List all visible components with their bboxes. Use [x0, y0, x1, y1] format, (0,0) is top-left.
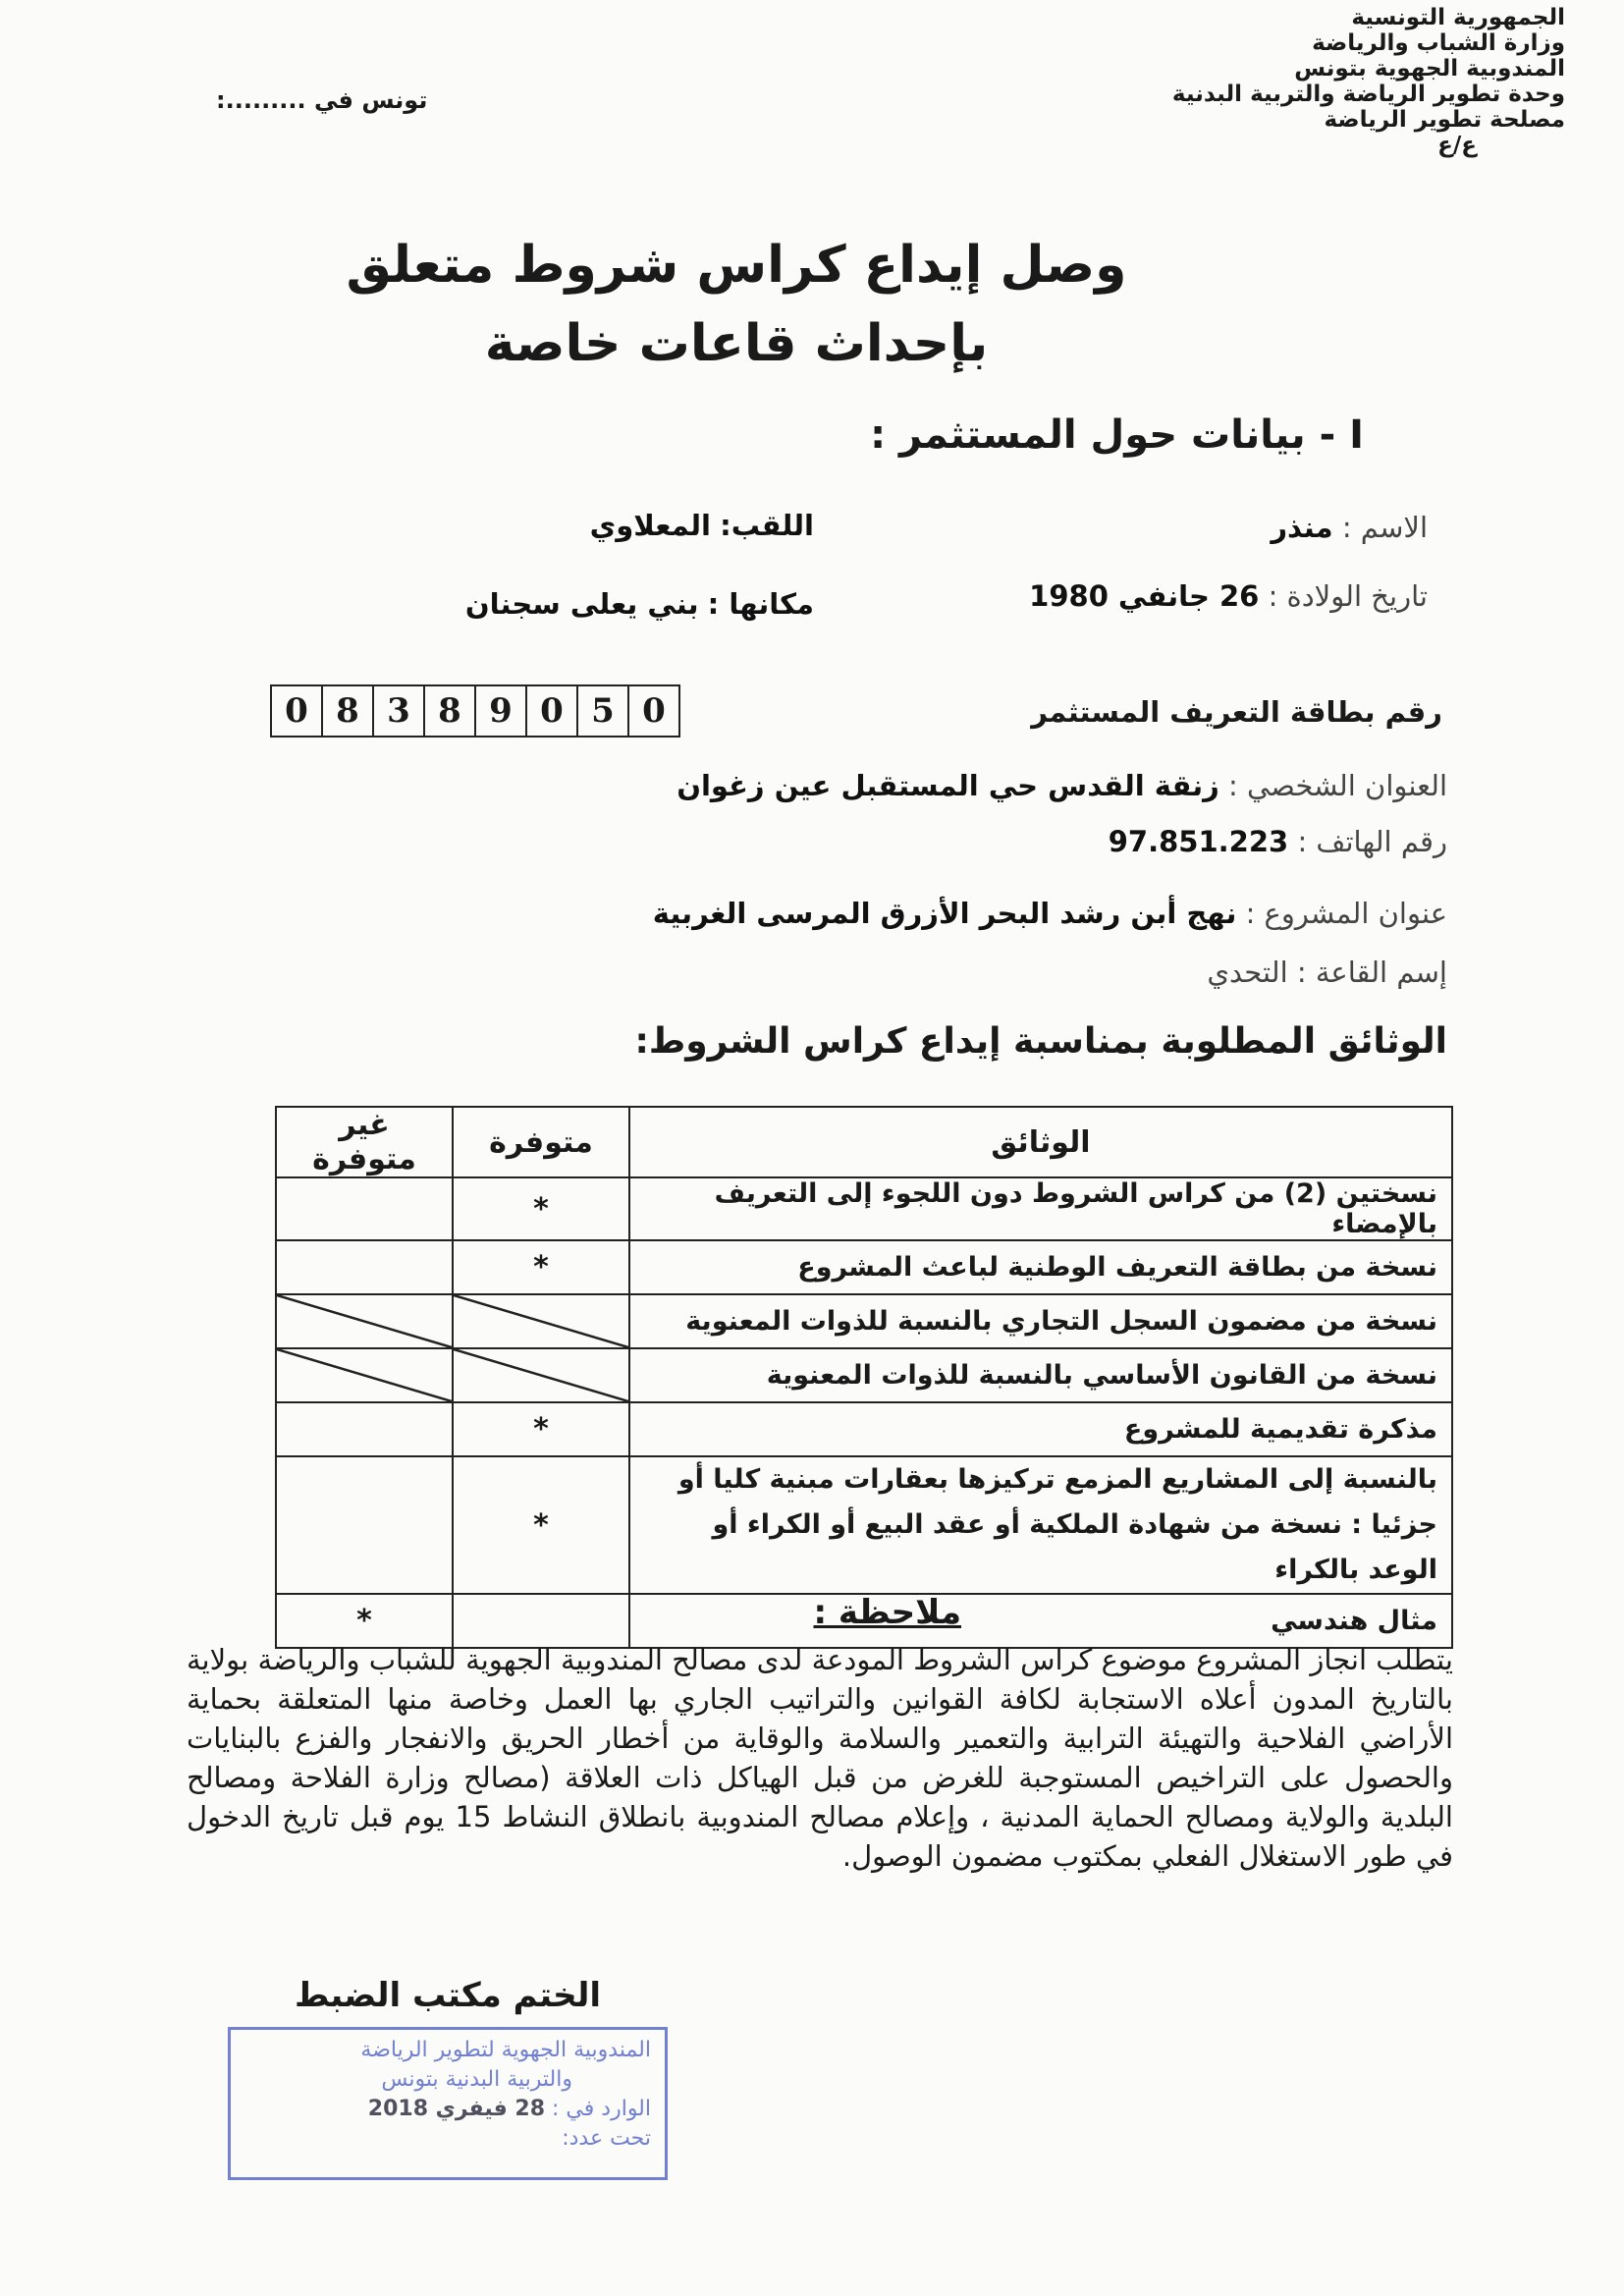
birth-place-field — [465, 587, 814, 621]
stamp-received-date: 28 فيفري 2018 — [367, 2097, 546, 2121]
table-row — [276, 1348, 1452, 1402]
header-line: وزارة الشباب والرياضة — [1312, 30, 1565, 56]
table-row — [276, 1294, 1452, 1348]
id-digit: 8 — [323, 686, 374, 736]
last-name-value: المعلاوي — [589, 509, 711, 542]
id-digit: 0 — [642, 691, 666, 731]
document-name: مذكرة تقديمية للمشروع — [629, 1402, 1452, 1456]
available-mark: * — [453, 1177, 629, 1240]
table-row — [276, 1177, 1452, 1240]
id-digit: 3 — [374, 686, 425, 736]
header-available: متوفرة — [453, 1107, 629, 1177]
documents-table — [275, 1106, 1453, 1649]
received-stamp — [228, 2027, 668, 2180]
project-address-value: نهج أبن رشد البحر الأزرق المرسى الغربية — [652, 897, 1237, 930]
id-digit: 5 — [578, 686, 629, 736]
birth-place-value: بني يعلى سجنان — [464, 587, 699, 621]
first-name-label: الاسم : — [1341, 511, 1428, 544]
stamp-number-label: تحت عدد: — [562, 2126, 651, 2151]
phone-field — [1109, 825, 1447, 858]
document-name: نسخة من مضمون السجل التجاري بالنسبة للذوات المعنوية — [629, 1294, 1452, 1348]
stamp-line: المندوبية الجهوية لتطوير الرياضة — [360, 2038, 651, 2062]
document-name: نسخة من بطاقة التعريف الوطنية لباعث المشروع — [629, 1240, 1452, 1294]
unavailable-mark — [276, 1456, 453, 1594]
registry-office-label: الختم مكتب الضبط — [295, 1976, 602, 2015]
date-line: تونس في .........: — [216, 86, 428, 114]
document-name: بالنسبة إلى المشاريع المزمع تركيزها بعقارات مبنية كليا أو جزئيا : نسخة من شهادة الملكية أو عقد البيع أو الكراء أو الوعد بالكراء — [629, 1456, 1452, 1594]
header-unavailable: غير متوفرة — [276, 1107, 453, 1177]
last-name-field — [590, 509, 814, 542]
id-digit: 9 — [476, 686, 527, 736]
document-title-line1: وصل إيداع كراس شروط متعلق — [346, 236, 1127, 295]
address-field — [677, 769, 1447, 802]
not-applicable-slash — [453, 1348, 629, 1402]
last-name-label: اللقب: — [720, 509, 814, 542]
not-applicable-slash — [276, 1348, 453, 1402]
table-header-row — [276, 1107, 1452, 1177]
first-name-value: منذر — [1271, 511, 1333, 544]
available-mark: * — [453, 1456, 629, 1594]
phone-value: 97.851.223 — [1108, 825, 1289, 858]
birth-date-label: تاريخ الولادة : — [1268, 579, 1428, 613]
project-address-label: عنوان المشروع : — [1245, 897, 1447, 930]
document-title-line2: بإحداث قاعات خاصة — [484, 314, 989, 373]
id-card-label: رقم بطاقة التعريف المستثمر — [1031, 695, 1442, 729]
stamp-line: والتربية البدنية بتونس — [381, 2067, 572, 2092]
id-card-number-box — [270, 684, 680, 738]
document-name: مثال هندسي — [629, 1594, 1452, 1648]
header-line: مصلحة تطوير الرياضة — [1324, 107, 1565, 133]
notes-text: يتطلب انجاز المشروع موضوع كراس الشروط المودعة لدى مصالح المندوبية الجهوية للشباب والرياضة بولاية بالتاريخ المدون أعلاه الاستجابة لكافة القوانين والتراتيب الجاري بها العمل وخاصة منها المتعلقة بحماية الأراضي الفلاحية والتهيئة الترابية والتعمير والسلامة والوقاية من أخطار الحريق والانفجار والفزع بالبنايات والحصول على التراخيص المستوجبة للغرض من قبل الهياكل ذات العلاقة (مصالح وزارة الفلاحة ومصالح البلدية والولاية ومصالح الحماية المدنية ، وإعلام مصالح المندوبية بانطلاق النشاط 15 يوم قبل تاريخ الدخول في طور الاستغلال الفعلي بمكتوب مضمون الوصول. — [187, 1643, 1453, 1873]
documents-section-title: الوثائق المطلوبة بمناسبة إيداع كراس الشروط: — [634, 1021, 1447, 1062]
id-digit: 8 — [425, 686, 476, 736]
investor-section-title: I - بيانات حول المستثمر : — [870, 412, 1364, 458]
ministry-header — [1172, 5, 1565, 158]
phone-label: رقم الهاتف : — [1297, 825, 1447, 858]
notes-title: ملاحظة : — [813, 1593, 961, 1632]
not-applicable-slash — [276, 1294, 453, 1348]
header-line: الجمهورية التونسية — [1351, 5, 1565, 30]
address-value: زنقة القدس حي المستقبل عين زغوان — [677, 769, 1219, 802]
project-address-field — [653, 897, 1447, 930]
birth-date-value: 26 جانفي 1980 — [1029, 579, 1260, 613]
table-row — [276, 1456, 1452, 1594]
id-digit: 0 — [527, 686, 578, 736]
header-line: المندوبية الجهوية بتونس — [1294, 56, 1565, 82]
unavailable-mark: * — [276, 1594, 453, 1648]
address-label: العنوان الشخصي : — [1228, 769, 1447, 802]
unavailable-mark — [276, 1240, 453, 1294]
header-documents: الوثائق — [629, 1107, 1452, 1177]
hall-name-label: إسم القاعة : — [1296, 956, 1447, 989]
hall-name-value: التحدي — [1207, 956, 1288, 989]
available-mark: * — [453, 1402, 629, 1456]
birth-date-field — [1029, 579, 1428, 613]
id-digit: 0 — [272, 686, 323, 736]
table-row — [276, 1402, 1452, 1456]
document-name: نسخة من القانون الأساسي بالنسبة للذوات المعنوية — [629, 1348, 1452, 1402]
document-name: نسختين (2) من كراس الشروط دون اللجوء إلى التعريف بالإمضاء — [629, 1177, 1452, 1240]
header-line: ع/ع — [1437, 133, 1477, 158]
not-applicable-slash — [453, 1294, 629, 1348]
birth-place-label: مكانها : — [707, 587, 814, 621]
table-row — [276, 1240, 1452, 1294]
unavailable-mark — [276, 1177, 453, 1240]
stamp-received-label: الوارد في : — [552, 2097, 651, 2121]
header-line: وحدة تطوير الرياضة والتربية البدنية — [1171, 82, 1565, 107]
hall-name-field — [1207, 956, 1447, 989]
available-mark: * — [453, 1240, 629, 1294]
unavailable-mark — [276, 1402, 453, 1456]
first-name-field — [1271, 511, 1428, 544]
